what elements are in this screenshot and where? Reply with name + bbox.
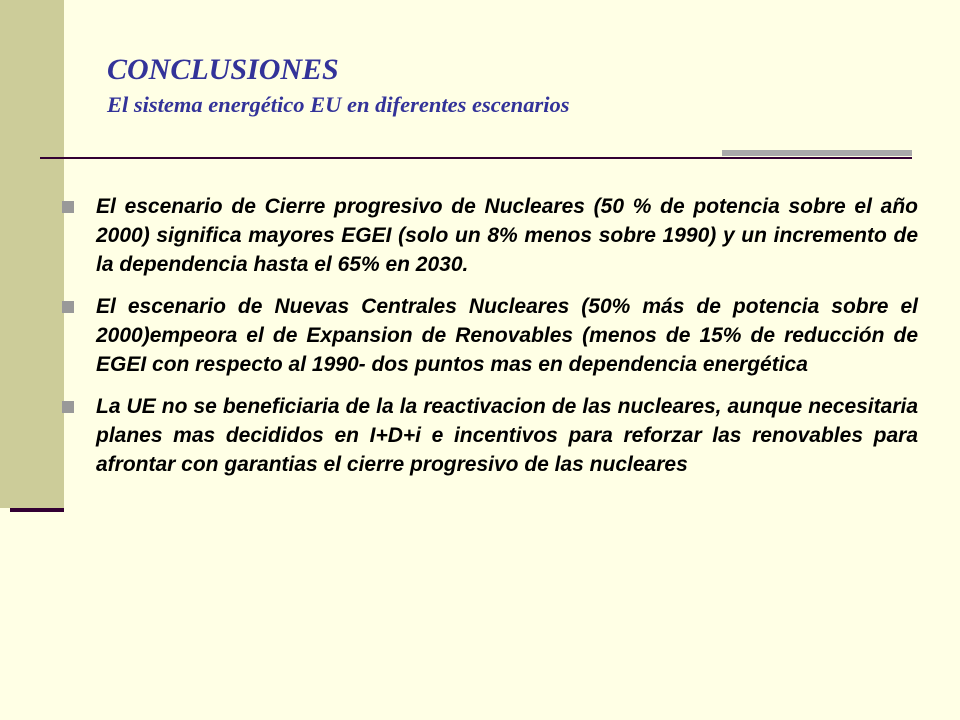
title-divider [40,157,912,159]
square-bullet-icon [62,201,74,213]
square-bullet-icon [62,301,74,313]
bullet-text: El escenario de Cierre progresivo de Nucleares (50 % de potencia sobre el año 2000) significa mayores EGEI (solo un 8% menos sobre 1990) y un incremento de la dependencia hasta el 65% en 2030. [96,195,918,276]
left-decorative-bar [0,0,64,508]
bullet-list [62,192,918,492]
divider-accent [722,150,912,156]
square-bullet-icon [62,401,74,413]
slide-subtitle: El sistema energético EU en diferentes escenarios [107,92,570,117]
bullet-item [62,292,918,379]
bullet-text: El escenario de Nuevas Centrales Nucleares (50% más de potencia sobre el 2000)empeora el de Expansion de Renovables (menos de 15% de reducción de EGEI con respecto al 1990- dos puntos mas en dependencia energética [96,295,918,376]
left-bar-rule [10,508,64,512]
slide-title: CONCLUSIONES [107,53,339,86]
bullet-item [62,192,918,279]
title-block [107,50,569,120]
bullet-text: La UE no se beneficiaria de la la reactivacion de las nucleares, aunque necesitaria planes mas decididos en I+D+i e incentivos para reforzar las renovables para afrontar con garantias el cierre progresivo de las nucleares [96,395,918,476]
bullet-item [62,392,918,479]
